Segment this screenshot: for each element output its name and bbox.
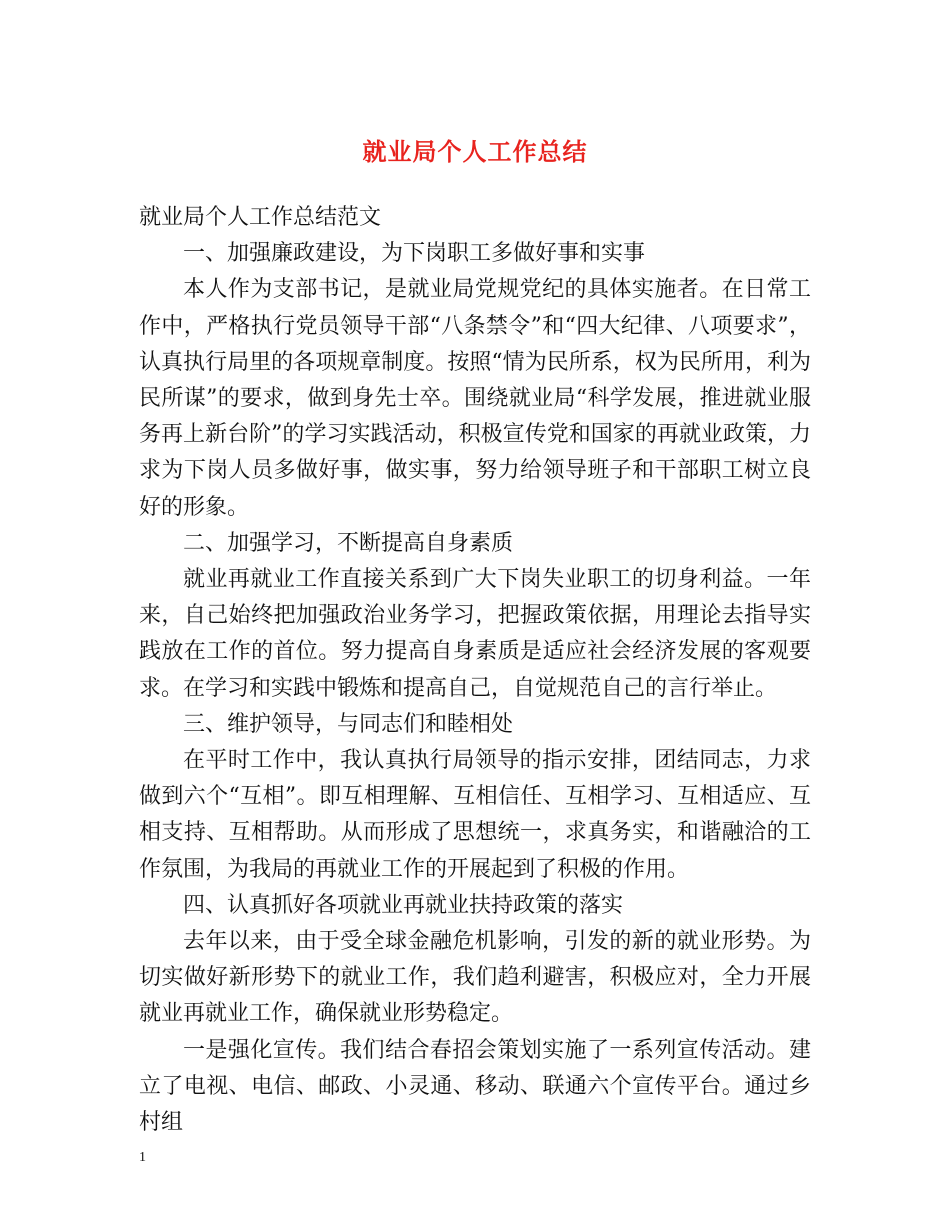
paragraph-1: 本人作为支部书记，是就业局党规党纪的具体实施者。在日常工作中，严格执行党员领导干部“八条禁令”和“四大纪律、八项要求”，认真执行局里的各项规章制度。按照“情为民所系，权为民所用，利为民所谋”的要求，做到身先士卒。围绕就业局“科学发展，推进就业服务再上新台阶”的学习实践活动，积极宣传党和国家的再就业政策，力求为下岗人员多做好事，做实事，努力给领导班子和干部职工树立良好的形象。: [139, 277, 811, 520]
section-heading-1: 一、加强廉政建设，为下岗职工多做好事和实事: [183, 241, 646, 267]
paragraph-4: 去年以来，由于受全球金融危机影响，引发的新的就业形势。为切实做好新形势下的就业工作，我们趋利避害，积极应对，全力开展就业再就业工作，确保就业形势稳定。: [139, 929, 811, 1027]
section-heading-2: 二、加强学习，不断提高自身素质: [183, 530, 514, 556]
paragraph-3: 在平时工作中，我认真执行局领导的指示安排，团结同志，力求做到六个“互相”。即互相理解、互相信任、互相学习、互相适应、互相支持、互相帮助。从而形成了思想统一，求真务实，和谐融洽的工作氛围，为我局的再就业工作的开展起到了积极的作用。: [139, 748, 811, 882]
paragraph-5: 一是强化宣传。我们结合春招会策划实施了一系列宣传活动。建立了电视、电信、邮政、小灵通、移动、联通六个宣传平台。通过乡村组: [139, 1037, 811, 1136]
section-heading-4: 四、认真抓好各项就业再就业扶持政策的落实: [183, 892, 624, 918]
document-body: [139, 200, 811, 1141]
paragraph-2: 就业再就业工作直接关系到广大下岗失业职工的切身利益。一年来，自己始终把加强政治业务学习，把握政策依据，用理论去指导实践放在工作的首位。努力提高自身素质是适应社会经济发展的客观要求。在学习和实践中锻炼和提高自己，自觉规范自己的言行举止。: [139, 567, 811, 701]
section-heading-3: 三、维护领导，与同志们和睦相处: [183, 711, 514, 737]
document-title: 就业局个人工作总结: [362, 137, 588, 166]
page-number: 1: [139, 1150, 146, 1165]
document-subtitle: 就业局个人工作总结范文: [139, 205, 382, 230]
